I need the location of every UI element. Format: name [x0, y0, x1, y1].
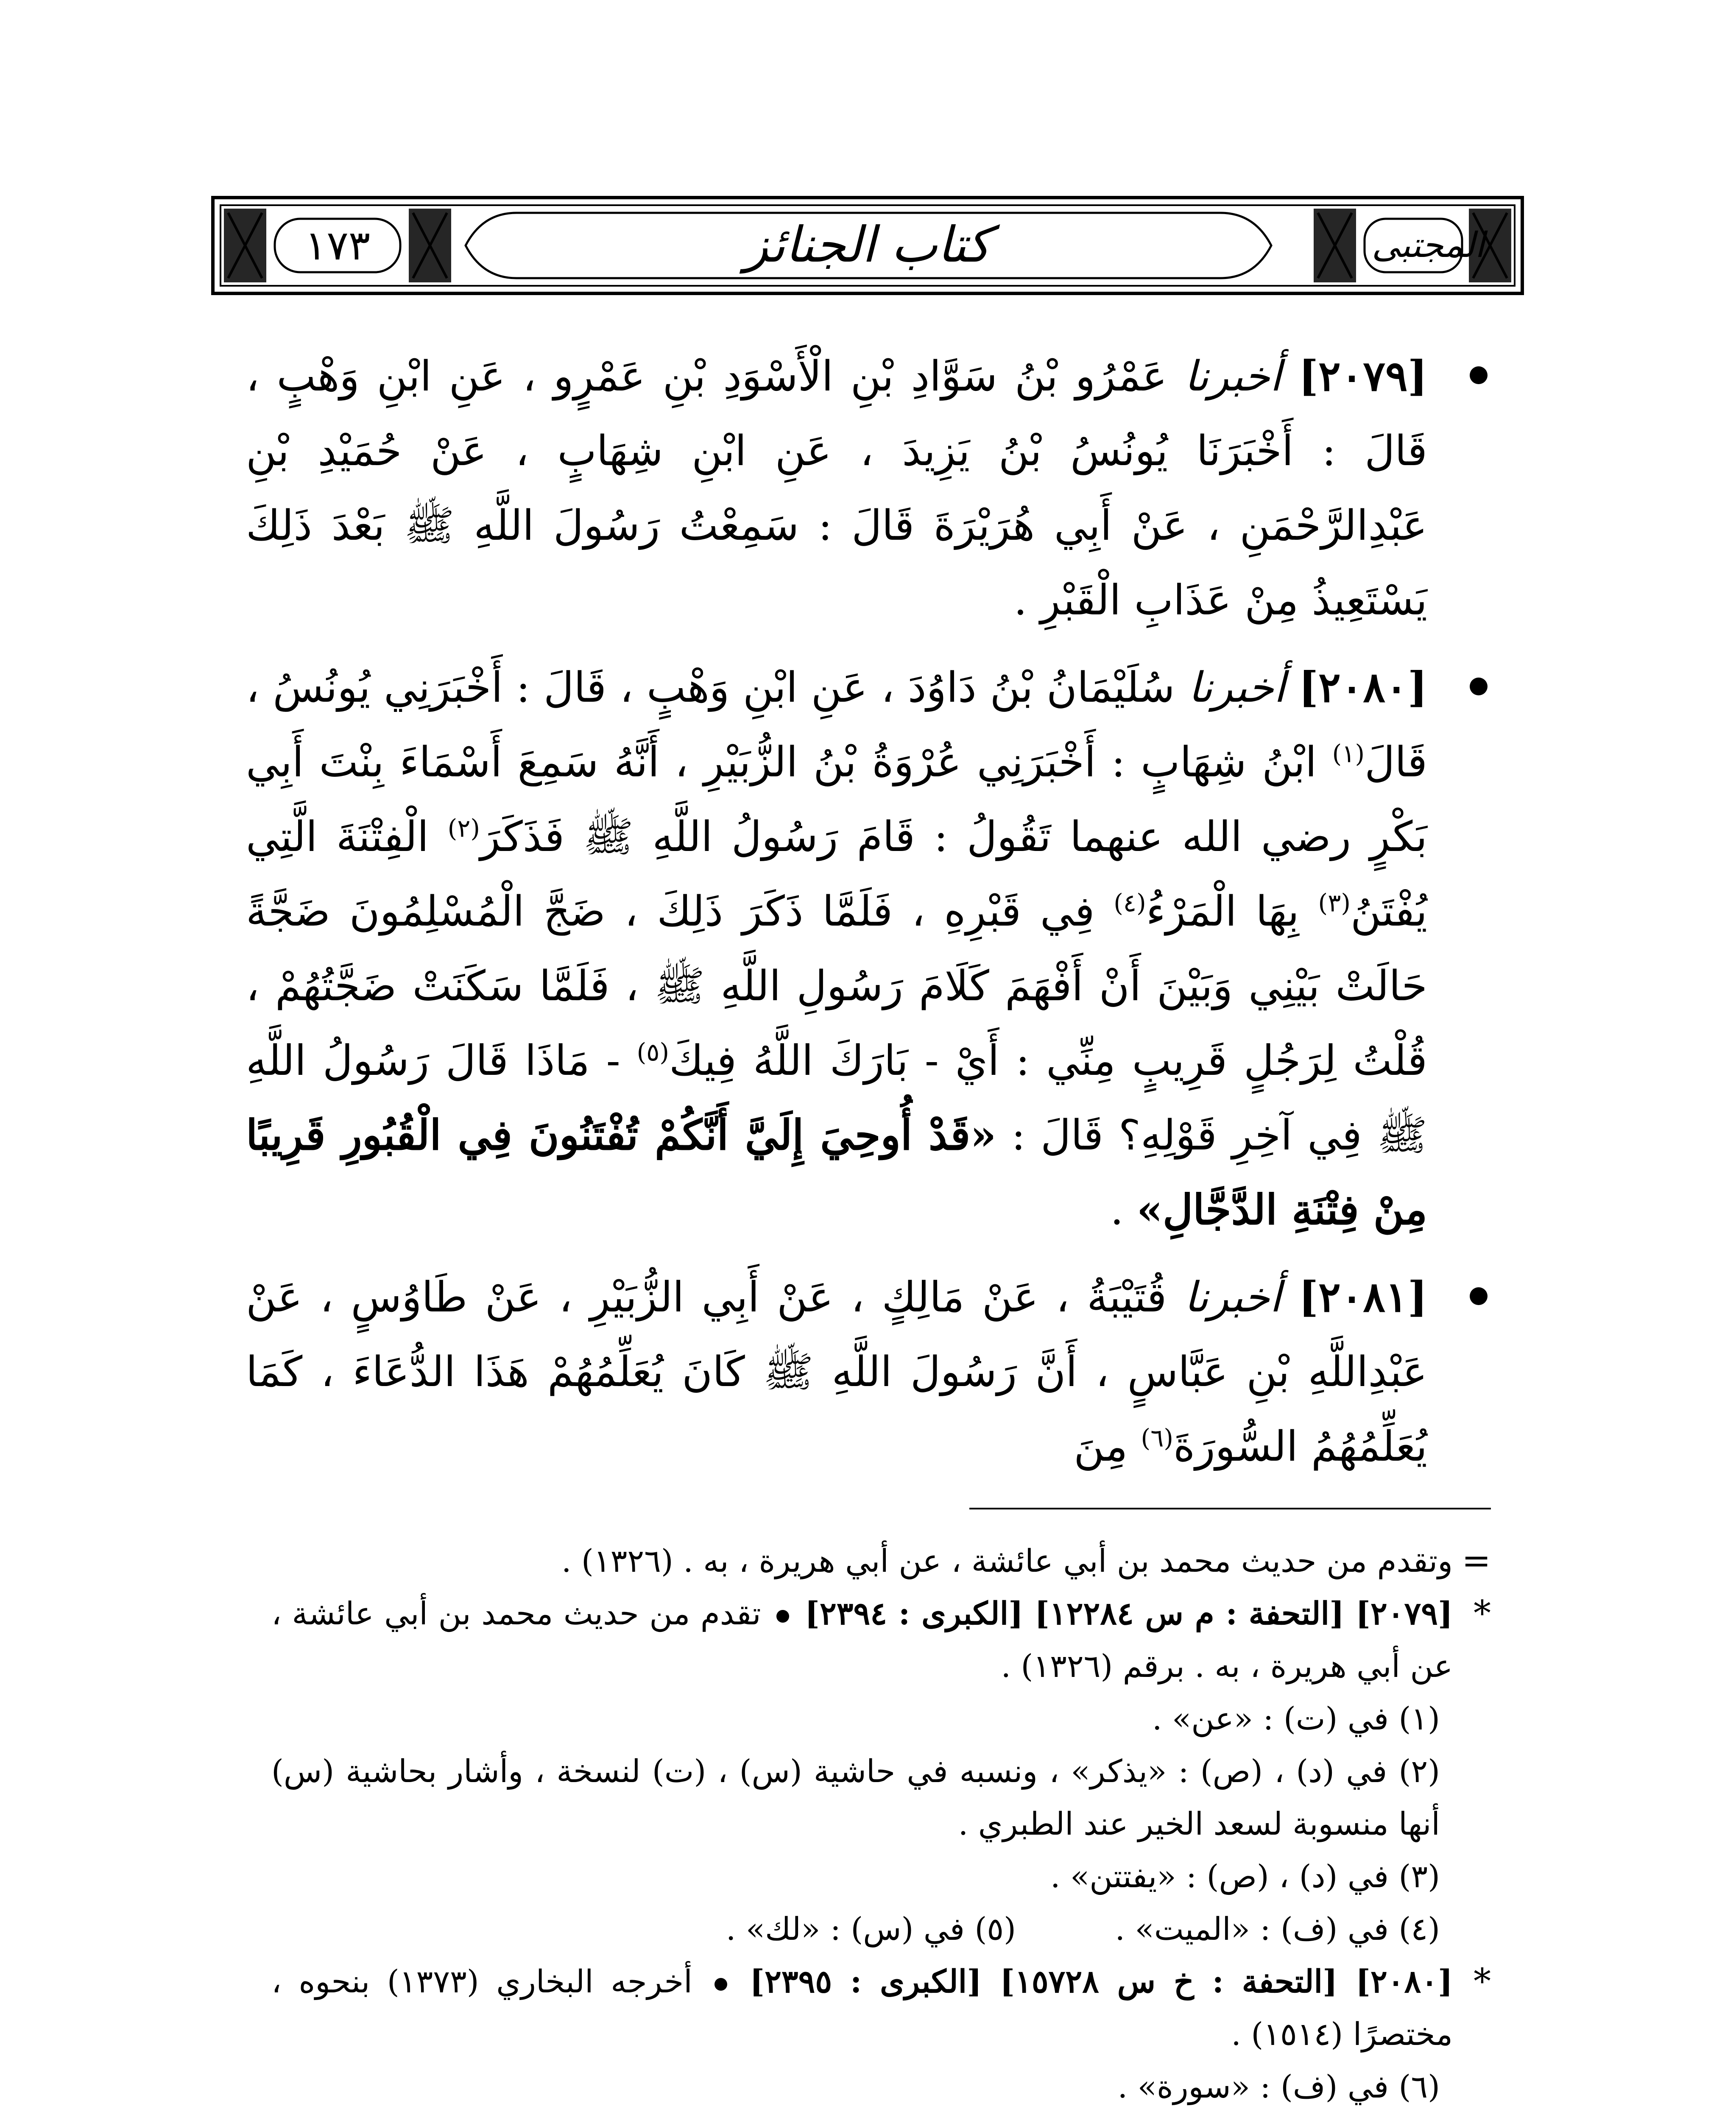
hadith-2081 [246, 1260, 1491, 1484]
hadith-text-part: مِنَ [1074, 1423, 1128, 1471]
footnote-text: أخرجه البخاري (١٣٧٣) بنحوه ، مختصرًا (١٥١٤) . [271, 1964, 1453, 2053]
hadith-text-part: سُلَيْمَانُ بْنُ دَاوُدَ ، عَنِ ابْنِ وَهْبٍ ، قَالَ : أَخْبَرَنِي يُونُسُ ، قَالَ [246, 664, 1427, 787]
continuation-mark: = [1462, 1541, 1491, 1581]
note-2079 [271, 1587, 1491, 1693]
footnote-4: (٤) في (ف) : «الميت» . [1115, 1911, 1440, 1947]
hadith-text-part: الْفِتْنَةَ الَّتِي يُفْتَنُ [246, 813, 1428, 936]
hadith-lead: أخبرنا [1184, 1273, 1281, 1322]
footnote-continued [271, 1535, 1491, 1587]
page-number: ١٧٣ [304, 222, 371, 269]
footnote-5: (٥) في (س) : «لك» . [726, 1911, 1016, 1947]
footnote-ref: (٥) [636, 1038, 670, 1067]
footnote-2: (٢) في (د) ، (ص) : «يذكر» ، ونسبه في حاشية (س) ، (ت) لنسخة ، وأشار بحاشية (س) أنها منسوبة لسعد الخير عند الطبري . [271, 1753, 1440, 1842]
footnote-ref: (٦) [1141, 1423, 1173, 1453]
footnote-ref: (٢) [447, 814, 480, 843]
footnote-3: (٣) في (د) ، (ص) : «يفتتن» . [1050, 1858, 1440, 1895]
hadith-2079 [246, 339, 1491, 638]
footnote-row-4-5 [271, 1903, 1491, 1955]
footnote-ref: (٤) [1114, 888, 1146, 918]
page-header [211, 196, 1524, 295]
bullet-icon [1470, 678, 1488, 695]
hadith-text-part: قُتَيْبَةُ ، عَنْ مَالِكٍ ، عَنْ أَبِي الزُّبَيْرِ ، عَنْ طَاوُسٍ ، عَنْ عَبْدِاللَّهِ بْنِ عَبَّاسٍ ، أَنَّ رَسُولَ اللَّهِ ﷺ كَانَ يُعَلِّمُهُمْ هَذَا الدُّعَاءَ ، كَمَا يُعَلِّمُهُمُ السُّورَةَ [246, 1273, 1427, 1471]
hadith-end: . [1110, 1186, 1124, 1234]
hadith-text-part: ابْنُ شِهَابٍ : أَخْبَرَنِي عُرْوَةُ بْنُ الزُّبَيْرِ ، أَنَّهُ سَمِعَ أَسْمَاءَ بِنْتَ أَبِي بَكْرٍ رضي الله عنهما تَقُولُ : قَامَ رَسُولُ اللَّهِ ﷺ فَذَكَرَ [246, 738, 1428, 861]
footnote-6: (٦) في (ف) : «سورة» . [1117, 2069, 1440, 2105]
bullet-icon [714, 1978, 727, 1991]
hadith-lead: أخبرنا [1188, 664, 1285, 712]
bullet-icon [1470, 366, 1488, 384]
footnotes [271, 1535, 1491, 2113]
footnote-1: (١) في (ت) : «عن» . [1152, 1701, 1440, 1737]
bullet-icon [1470, 1287, 1488, 1305]
hadith-text: عَمْرُو بْنُ سَوَّادِ بْنِ الْأَسْوَدِ بْنِ عَمْرٍو ، عَنِ ابْنِ وَهْبٍ ، قَالَ : أَخْبَرَنَا يُونُسُ بْنُ يَزِيدَ ، عَنِ ابْنِ شِهَابٍ ، عَنْ حُمَيْدِ بْنِ عَبْدِالرَّحْمَنِ ، عَنْ أَبِي هُرَيْرَةَ قَالَ : سَمِعْتُ رَسُولَ اللَّهِ ﷺ بَعْدَ ذَلِكَ يَسْتَعِيذُ مِنْ عَذَابِ الْقَبْرِ . [246, 352, 1427, 625]
hadith-lead: أخبرنا [1184, 352, 1281, 401]
footnote-text: وتقدم من حديث محمد بن أبي عائشة ، عن أبي هريرة ، به . (١٣٢٦) . [561, 1543, 1453, 1579]
chapter-title: كتاب الجنائز [744, 216, 991, 273]
prophetic-quote: «قَدْ أُوحِيَ إِلَيَّ أَنَّكُمْ تُفْتَنُونَ فِي الْقُبُورِ قَرِيبًا مِنْ فِتْنَةِ الدَّجَّالِ» [246, 1111, 1427, 1234]
hadith-2080 [246, 650, 1491, 1247]
asterisk-icon: * [1474, 1961, 1491, 2002]
note-reference: [٢٠٨٠] [التحفة : خ س ١٥٧٢٨] [الكبرى : ٢٣٩٥] [750, 1964, 1453, 2000]
hadith-text-part: بِهَا الْمَرْءُ [1146, 887, 1299, 936]
hadith-text-part: فِي قَبْرِهِ ، فَلَمَّا ذَكَرَ ذَلِكَ ، ضَجَّ الْمُسْلِمُونَ ضَجَّةً حَالَتْ بَيْنِي وَبَيْنَ أَنْ أَفْهَمَ كَلَامَ رَسُولِ اللَّهِ ﷺ ، فَلَمَّا سَكَنَتْ ضَجَّتُهُمْ ، قُلْتُ لِرَجُلٍ قَرِيبٍ مِنِّي : أَيْ - بَارَكَ اللَّهُ فِيكَ [246, 887, 1427, 1085]
footnote-text: تقدم من حديث محمد بن أبي عائشة ، عن أبي هريرة ، به . برقم (١٣٢٦) . [271, 1596, 1453, 1685]
hadith-text-part: - مَاذَا قَالَ رَسُولُ اللَّهِ ﷺ فِي آخِرِ قَوْلِهِ؟ قَالَ : [246, 1037, 1427, 1160]
bullet-icon [776, 1610, 789, 1623]
note-2080 [271, 1955, 1491, 2061]
footnote-ref: (٣) [1318, 888, 1351, 918]
hadith-number: [٢٠٧٩] [1298, 352, 1428, 401]
footnote-divider [969, 1508, 1491, 1509]
book-title: المجتبى [1372, 225, 1485, 265]
hadith-number: [٢٠٨٠] [1298, 663, 1427, 712]
footnote-ref: (١) [1332, 739, 1365, 768]
main-text [246, 339, 1491, 1497]
note-reference: [٢٠٧٩] [التحفة : م س ١٢٢٨٤] [الكبرى : ٢٣٩٤] [804, 1596, 1453, 1632]
asterisk-icon: * [1474, 1593, 1491, 1634]
hadith-number: [٢٠٨١] [1298, 1273, 1428, 1322]
